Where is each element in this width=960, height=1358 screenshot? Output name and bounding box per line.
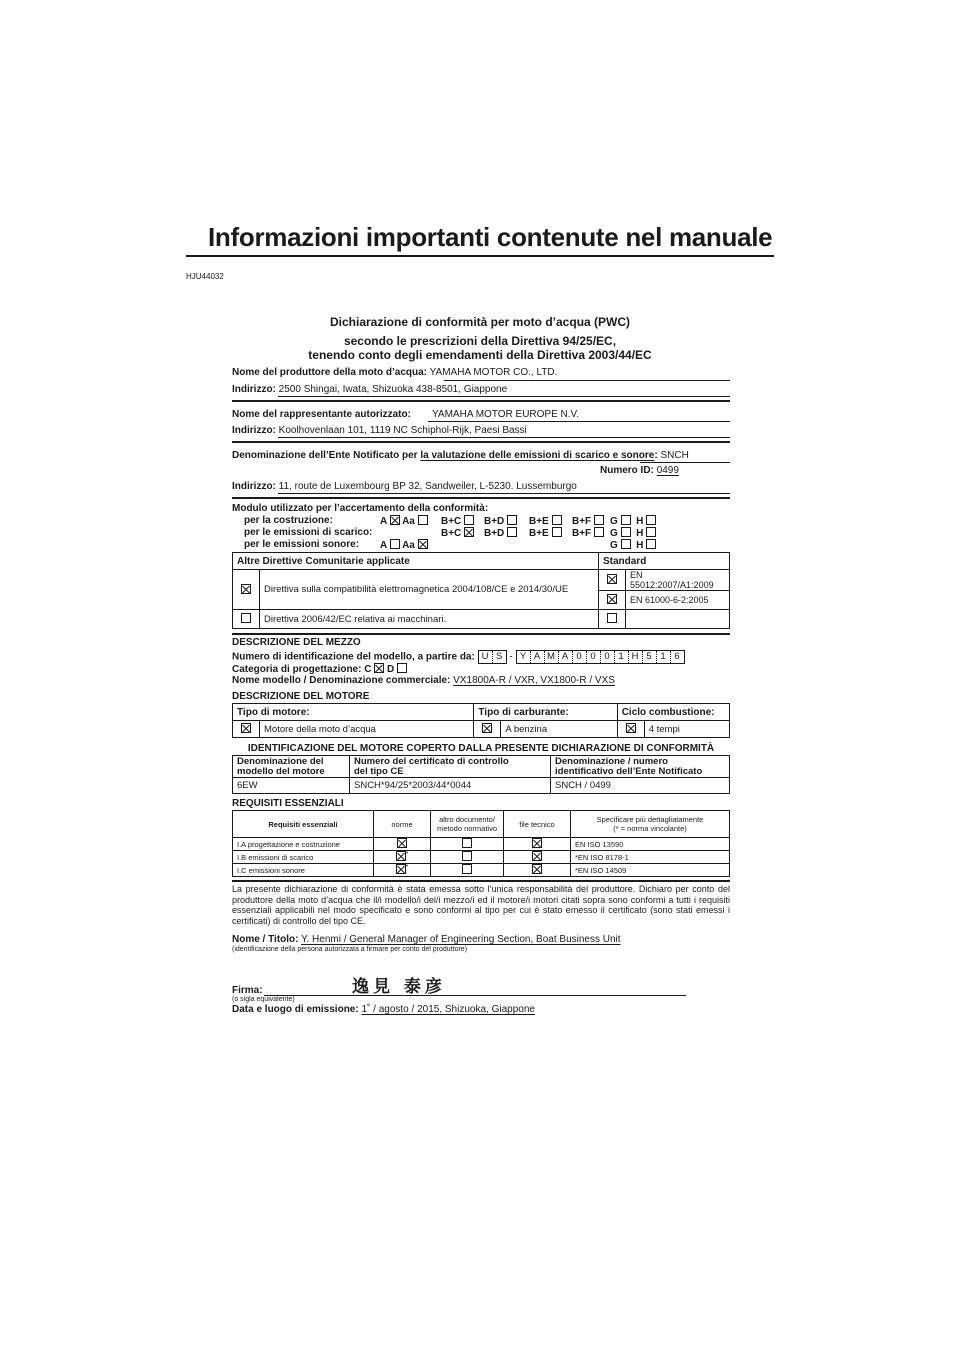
checkbox-empty-icon bbox=[621, 527, 631, 537]
req-row-star: * bbox=[405, 864, 409, 872]
checkbox-empty-icon bbox=[621, 539, 631, 549]
section-divider bbox=[232, 497, 730, 499]
req-row-spec: *EN ISO 14509 bbox=[571, 864, 730, 877]
module-bf-row2 bbox=[572, 527, 604, 539]
module-be-row1 bbox=[529, 515, 562, 527]
manufacturer-name-label: Nome del produttore della moto d’acqua: bbox=[232, 367, 428, 378]
section-divider bbox=[232, 880, 730, 882]
directive-1-text: Direttiva sulla compatibilità elettromagnetica 2004/108/CE e 2014/30/UE bbox=[260, 570, 599, 610]
module-bf-row1 bbox=[572, 515, 604, 527]
checkbox-empty-icon bbox=[464, 515, 474, 525]
date-label: Data e luogo di emissione: bbox=[232, 1004, 359, 1015]
engine-type-header: Tipo di motore: bbox=[233, 704, 474, 721]
module-h-label: H bbox=[636, 528, 644, 539]
manufacturer-name-row bbox=[232, 367, 557, 378]
vin-char: M bbox=[544, 651, 558, 663]
module-gh-row1 bbox=[610, 515, 656, 527]
combustion-cycle-header: Ciclo combustione: bbox=[617, 704, 729, 721]
representative-name-label: Nome del rappresentante autorizzato: bbox=[232, 409, 411, 420]
checkbox-empty-icon bbox=[552, 527, 562, 537]
section-divider bbox=[232, 633, 730, 635]
engine-id-heading: IDENTIFICAZIONE DEL MOTORE COPERTO DALLA PRESENTE DICHIARAZIONE DI CONFORMITÀ bbox=[247, 743, 715, 754]
checkbox-checked-icon bbox=[241, 723, 251, 733]
notified-id-header bbox=[551, 756, 730, 778]
modules-row1-label: per la costruzione: bbox=[244, 515, 333, 526]
manufacturer-address-row bbox=[232, 384, 507, 395]
req-row-spec: EN ISO 13590 bbox=[571, 838, 730, 851]
checkbox-empty-icon bbox=[507, 527, 517, 537]
req-header-norms: norme bbox=[374, 811, 431, 838]
module-bc-label: B+C bbox=[441, 528, 462, 539]
req-row-file bbox=[504, 851, 571, 864]
section-code: HJU44032 bbox=[186, 272, 224, 281]
vin-char: H bbox=[628, 651, 642, 663]
engine-type-check bbox=[233, 721, 260, 738]
module-be-label: B+E bbox=[529, 516, 549, 527]
checkbox-empty-icon bbox=[621, 515, 631, 525]
manufacturer-address-value: 2500 Shingai, Iwata, Shizuoka 438-8501, Giappone bbox=[278, 384, 508, 395]
notified-body-address-line bbox=[278, 493, 730, 494]
notified-body-row bbox=[232, 450, 689, 461]
signature-line bbox=[264, 995, 686, 996]
req-row-name: I.A progettazione e costruzione bbox=[233, 838, 374, 851]
req-row-other bbox=[431, 838, 504, 851]
checkbox-empty-icon bbox=[241, 613, 251, 623]
req-row-star: * bbox=[405, 851, 409, 859]
certificate-header-line1: Numero del certificato di controllo bbox=[354, 755, 509, 767]
module-bf-label: B+F bbox=[572, 516, 592, 527]
module-bc-row2 bbox=[441, 527, 474, 539]
module-a-label: A bbox=[380, 540, 387, 551]
module-bc-label: B+C bbox=[441, 516, 462, 527]
category-label: Categoria di progettazione: bbox=[232, 664, 362, 675]
module-a-label: A bbox=[380, 516, 387, 527]
directives-header: Altre Direttive Comunitarie applicate bbox=[233, 553, 599, 570]
req-header-file: file tecnico bbox=[504, 811, 571, 838]
representative-address-label: Indirizzo: bbox=[232, 425, 276, 436]
directive-1-check bbox=[233, 570, 260, 610]
representative-address-line bbox=[278, 437, 730, 438]
category-d-label: D bbox=[387, 664, 395, 675]
directive-2-text: Direttiva 2006/42/EC relativa ai macchinari. bbox=[260, 610, 599, 629]
modules-heading: Modulo utilizzato per l’accertamento della conformità: bbox=[232, 503, 489, 514]
vin-char: 1 bbox=[614, 651, 628, 663]
vehicle-heading: DESCRIZIONE DEL MEZZO bbox=[232, 637, 361, 648]
module-g-label: G bbox=[610, 528, 618, 539]
checkbox-empty-icon bbox=[397, 663, 407, 673]
checkbox-empty-icon bbox=[646, 515, 656, 525]
engine-id-table bbox=[232, 755, 730, 794]
module-h-label: H bbox=[636, 540, 644, 551]
checkbox-empty-icon bbox=[390, 539, 400, 549]
engine-model-header-line1: Denominazione del bbox=[237, 755, 324, 767]
req-header-other-line1: altro documento/ bbox=[439, 815, 495, 824]
checkbox-checked-icon bbox=[532, 838, 542, 848]
module-bc-row1 bbox=[441, 515, 474, 527]
module-a-row1 bbox=[380, 515, 428, 527]
vin-dash: - bbox=[509, 651, 513, 663]
notified-id-value: SNCH / 0499 bbox=[551, 778, 730, 794]
certificate-value: SNCH*94/25*2003/44*0044 bbox=[350, 778, 551, 794]
standard-1-check bbox=[599, 570, 626, 591]
fuel-type-check bbox=[474, 721, 501, 738]
modules-row3-label: per le emissioni sonore: bbox=[244, 539, 360, 550]
req-row-norms bbox=[374, 838, 431, 851]
checkbox-checked-icon bbox=[396, 864, 406, 874]
module-bf-label: B+F bbox=[572, 528, 592, 539]
req-header-spec bbox=[571, 811, 730, 838]
notified-id-header-line2: identificativo dell’Ente Notificato bbox=[555, 765, 703, 777]
notified-body-value: SNCH bbox=[660, 450, 689, 461]
module-a-row3 bbox=[380, 539, 428, 551]
vin-char: 0 bbox=[600, 651, 614, 663]
representative-address-value: Koolhovenlaan 101, 1119 NC Schiphol-Rijk, Paesi Bassi bbox=[278, 425, 527, 436]
engine-model-header bbox=[233, 756, 350, 778]
checkbox-checked-icon bbox=[374, 663, 384, 673]
notified-body-id-row bbox=[600, 465, 679, 476]
checkbox-checked-icon bbox=[482, 723, 492, 733]
module-g-label: G bbox=[610, 540, 618, 551]
vin-char: 1 bbox=[656, 651, 670, 663]
combustion-cycle-value: 4 tempi bbox=[644, 721, 729, 738]
vin-char: A bbox=[558, 651, 572, 663]
manufacturer-address-line bbox=[278, 396, 730, 397]
signer-name-row bbox=[232, 934, 621, 945]
combustion-cycle-check bbox=[617, 721, 644, 738]
signer-name-note: (identificazione della persona autorizzata a firmare per conto del produttore) bbox=[232, 946, 468, 953]
checkbox-empty-icon bbox=[552, 515, 562, 525]
standard-2-check bbox=[599, 591, 626, 610]
module-bd-label: B+D bbox=[484, 516, 505, 527]
notified-body-label-underlined: la valutazione delle emissioni di scarico e sonore bbox=[420, 450, 655, 461]
checkbox-empty-icon bbox=[418, 515, 428, 525]
req-row-other bbox=[431, 851, 504, 864]
req-row-norms bbox=[374, 864, 431, 877]
section-divider bbox=[232, 400, 730, 402]
checkbox-checked-icon bbox=[464, 527, 474, 537]
category-row bbox=[232, 663, 407, 675]
notified-body-address-label: Indirizzo: bbox=[232, 481, 276, 492]
section-divider bbox=[232, 441, 730, 443]
vin-row bbox=[232, 650, 685, 664]
model-row bbox=[232, 675, 615, 686]
module-bd-row1 bbox=[484, 515, 517, 527]
notified-body-address-row bbox=[232, 481, 577, 492]
module-be-label: B+E bbox=[529, 528, 549, 539]
vin-label: Numero di identificazione del modello, a partire da: bbox=[232, 651, 475, 663]
module-aa-label: Aa bbox=[402, 516, 415, 527]
engine-table bbox=[232, 703, 730, 738]
declaration-subtitle-2: tenendo conto degli emendamenti della Direttiva 2003/44/EC bbox=[308, 348, 652, 362]
category-c-label: C bbox=[364, 664, 372, 675]
checkbox-checked-icon bbox=[396, 851, 406, 861]
checkbox-empty-icon bbox=[646, 539, 656, 549]
req-header-spec-line2: (* = norma vincolante) bbox=[613, 824, 687, 833]
req-row-name: I.B emissioni di scarico bbox=[233, 851, 374, 864]
req-header-other bbox=[431, 811, 504, 838]
module-be-row2 bbox=[529, 527, 562, 539]
notified-body-id-value: 0499 bbox=[656, 465, 679, 476]
manufacturer-name-line bbox=[444, 380, 730, 381]
checkbox-empty-icon bbox=[507, 515, 517, 525]
declaration-subtitle-1: secondo le prescrizioni della Direttiva 94/25/EC, bbox=[343, 334, 617, 348]
checkbox-checked-icon bbox=[397, 838, 407, 848]
date-row bbox=[232, 1004, 535, 1015]
notified-body-id-label: Numero ID: bbox=[600, 465, 654, 476]
notified-body-label: Denominazione dell’Ente Notificato per bbox=[232, 450, 418, 461]
engine-model-value: 6EW bbox=[233, 778, 350, 794]
requirements-table bbox=[232, 810, 730, 877]
fuel-type-value: A benzina bbox=[501, 721, 617, 738]
representative-name-value: YAMAHA MOTOR EUROPE N.V. bbox=[432, 409, 580, 420]
model-value: VX1800A-R / VXR, VX1800-R / VXS bbox=[453, 675, 615, 686]
checkbox-empty-icon bbox=[607, 613, 617, 623]
notified-body-address-value: 11, route de Luxembourg BP 32, Sandweiler, L-5230. Lussemburgo bbox=[278, 481, 577, 492]
req-header-name: Requisiti essenziali bbox=[233, 811, 374, 838]
module-gh-row2 bbox=[610, 527, 656, 539]
representative-address-row bbox=[232, 425, 527, 436]
req-row-name: I.C emissioni sonore bbox=[233, 864, 374, 877]
req-header-other-line2: metodo normativo bbox=[436, 824, 498, 833]
handwritten-signature: 逸見 泰彦 bbox=[352, 977, 446, 997]
vin-prefix-box bbox=[478, 650, 507, 664]
req-row-norms bbox=[374, 851, 431, 864]
title-rule bbox=[186, 255, 774, 257]
modules-row2-label: per le emissioni di scarico: bbox=[244, 527, 373, 538]
fuel-type-header: Tipo di carburante: bbox=[474, 704, 617, 721]
notified-body-colon: : bbox=[654, 450, 658, 461]
requirements-heading: REQUISITI ESSENZIALI bbox=[232, 798, 344, 809]
signer-name-value: Y. Henmi / General Manager of Engineering Section, Boat Business Unit bbox=[301, 934, 621, 945]
checkbox-checked-icon bbox=[390, 515, 400, 525]
engine-heading: DESCRIZIONE DEL MOTORE bbox=[232, 691, 370, 702]
module-gh-row3 bbox=[610, 539, 656, 551]
module-bd-row2 bbox=[484, 527, 517, 539]
module-bd-label: B+D bbox=[484, 528, 505, 539]
notified-id-header-line1: Denominazione / numero bbox=[555, 755, 668, 767]
checkbox-checked-icon bbox=[607, 594, 617, 604]
vin-char: 5 bbox=[642, 651, 656, 663]
vin-char: Y bbox=[519, 651, 527, 662]
checkbox-checked-icon bbox=[532, 851, 542, 861]
signature-note: (o sigla equivalente) bbox=[232, 996, 295, 1003]
checkbox-checked-icon bbox=[607, 574, 617, 584]
page-title: Informazioni importanti contenute nel manuale bbox=[208, 222, 773, 252]
engine-model-header-line2: modello del motore bbox=[237, 765, 325, 777]
engine-type-value: Motore della moto d’acqua bbox=[260, 721, 474, 738]
declaration-title: Dichiarazione di conformità per moto d’acqua (PWC) bbox=[329, 315, 631, 329]
standard-header: Standard bbox=[599, 553, 730, 570]
checkbox-checked-icon bbox=[418, 539, 428, 549]
signer-name-label: Nome / Titolo: bbox=[232, 934, 299, 945]
model-label: Nome modello / Denominazione commerciale: bbox=[232, 675, 451, 686]
checkbox-empty-icon bbox=[462, 838, 472, 848]
checkbox-empty-icon bbox=[594, 527, 604, 537]
module-h-label: H bbox=[636, 516, 644, 527]
req-row-file bbox=[504, 838, 571, 851]
standard-3-check bbox=[599, 610, 626, 629]
vin-char: U bbox=[481, 651, 489, 662]
checkbox-empty-icon bbox=[462, 851, 472, 861]
signature-label: Firma: bbox=[232, 985, 263, 996]
vin-char: 6 bbox=[670, 651, 684, 663]
certificate-header-line2: del tipo CE bbox=[354, 765, 404, 777]
checkbox-empty-icon bbox=[462, 864, 472, 874]
module-g-label: G bbox=[610, 516, 618, 527]
notified-body-line bbox=[640, 462, 730, 463]
conformity-statement: La presente dichiarazione di conformità è stata emessa sotto l’unica responsabilità del produttore. Dichiaro per conto del produttore della moto d’acqua che il/i modello/i del/i mezzo/i ed il motore/i motori citati sopra sono conformi a tutti i requisiti essenziali applicabili nel modo specificato e sono conformi al tipo per cui è stato emesso il certificato (sono stati emessi i certificati) di controllo del tipo CE. bbox=[232, 884, 730, 926]
standard-3-text bbox=[626, 610, 730, 629]
standard-2-text: EN 61000-6-2:2005 bbox=[626, 591, 730, 610]
req-row-other bbox=[431, 864, 504, 877]
req-header-spec-line1: Specificare più dettagliatamente bbox=[596, 815, 704, 824]
directive-2-check bbox=[233, 610, 260, 629]
manufacturer-name-value: YAMAHA MOTOR CO., LTD. bbox=[429, 367, 558, 378]
vin-char: S bbox=[492, 651, 506, 663]
standard-1-text: EN 55012:2007/A1:2009 bbox=[626, 570, 730, 591]
certificate-header bbox=[350, 756, 551, 778]
checkbox-checked-icon bbox=[626, 723, 636, 733]
checkbox-checked-icon bbox=[241, 584, 251, 594]
module-aa-label: Aa bbox=[402, 540, 415, 551]
date-value: 1˚ / agosto / 2015, Shizuoka, Giappone bbox=[361, 1004, 535, 1015]
vin-char: 0 bbox=[572, 651, 586, 663]
manufacturer-address-label: Indirizzo: bbox=[232, 384, 276, 395]
vin-serial-box bbox=[516, 650, 685, 664]
vin-char: A bbox=[530, 651, 544, 663]
directives-table bbox=[232, 552, 730, 629]
checkbox-empty-icon bbox=[594, 515, 604, 525]
req-row-spec: *EN ISO 8178-1 bbox=[571, 851, 730, 864]
checkbox-empty-icon bbox=[646, 527, 656, 537]
vin-char: 0 bbox=[586, 651, 600, 663]
representative-name-line bbox=[428, 421, 730, 422]
req-row-file bbox=[504, 864, 571, 877]
checkbox-checked-icon bbox=[532, 864, 542, 874]
